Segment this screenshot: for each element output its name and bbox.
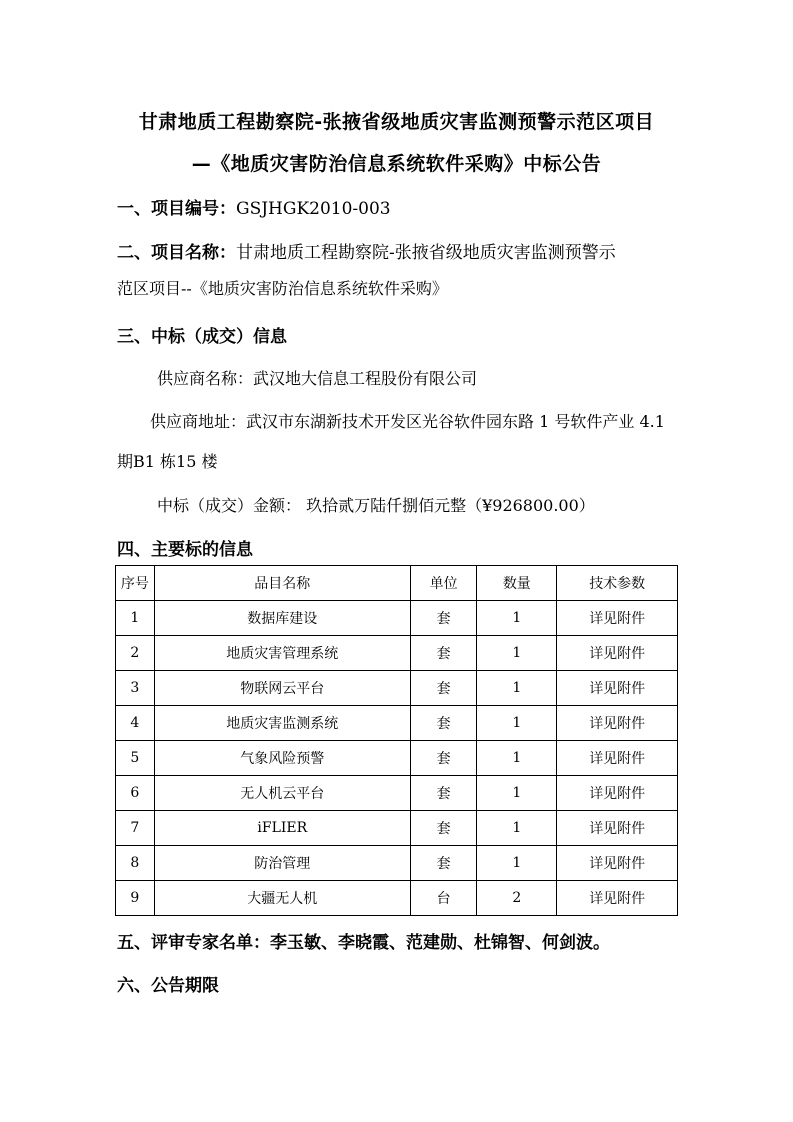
- cell-quantity: 1: [477, 741, 557, 776]
- cell-unit: 套: [410, 671, 476, 706]
- table-row: [116, 671, 678, 706]
- cell-tech-params: 详见附件: [557, 601, 678, 636]
- section-review-experts: 五、评审专家名单：李玉敏、李晓霞、范建勋、杜锦智、何剑波。: [117, 933, 610, 953]
- header-unit: 单位: [410, 566, 476, 601]
- cell-quantity: 2: [477, 881, 557, 916]
- cell-item-name: iFLIER: [154, 811, 410, 846]
- cell-index: 2: [116, 636, 155, 671]
- cell-index: 3: [116, 671, 155, 706]
- cell-index: 6: [116, 776, 155, 811]
- table-header-row: [116, 566, 678, 601]
- cell-item-name: 物联网云平台: [154, 671, 410, 706]
- award-amount: 中标（成交）金额： 玖拾贰万陆仟捌佰元整（¥926800.00）: [157, 496, 595, 515]
- cell-tech-params: 详见附件: [557, 776, 678, 811]
- cell-unit: 套: [410, 811, 476, 846]
- cell-quantity: 1: [477, 706, 557, 741]
- cell-tech-params: 详见附件: [557, 881, 678, 916]
- items-table: [115, 565, 678, 916]
- cell-item-name: 地质灾害监测系统: [154, 706, 410, 741]
- header-item-name: 品目名称: [154, 566, 410, 601]
- cell-item-name: 无人机云平台: [154, 776, 410, 811]
- project-number-label: 一、项目编号：: [117, 199, 236, 219]
- table-row: [116, 881, 678, 916]
- cell-index: 4: [116, 706, 155, 741]
- cell-item-name: 大疆无人机: [154, 881, 410, 916]
- cell-unit: 套: [410, 706, 476, 741]
- project-name-value-2: 范区项目--《地质灾害防治信息系统软件采购》: [117, 279, 448, 298]
- cell-quantity: 1: [477, 601, 557, 636]
- cell-index: 8: [116, 846, 155, 881]
- cell-unit: 套: [410, 846, 476, 881]
- cell-quantity: 1: [477, 636, 557, 671]
- header-index: 序号: [116, 566, 155, 601]
- table-row: [116, 741, 678, 776]
- cell-tech-params: 详见附件: [557, 636, 678, 671]
- table-row: [116, 846, 678, 881]
- table-row: [116, 601, 678, 636]
- supplier-name: 供应商名称：武汉地大信息工程股份有限公司: [157, 369, 478, 388]
- table-row: [116, 706, 678, 741]
- cell-tech-params: 详见附件: [557, 671, 678, 706]
- cell-item-name: 数据库建设: [154, 601, 410, 636]
- cell-tech-params: 详见附件: [557, 846, 678, 881]
- table-row: [116, 811, 678, 846]
- cell-unit: 套: [410, 741, 476, 776]
- title-line-1: 甘肃地质工程勘察院-张掖省级地质灾害监测预警示范区项目: [138, 111, 655, 133]
- cell-index: 5: [116, 741, 155, 776]
- cell-unit: 套: [410, 601, 476, 636]
- cell-tech-params: 详见附件: [557, 811, 678, 846]
- section-main-items: 四、主要标的信息: [117, 540, 253, 560]
- cell-index: 1: [116, 601, 155, 636]
- section-award-info: 三、中标（成交）信息: [117, 327, 287, 347]
- cell-item-name: 地质灾害管理系统: [154, 636, 410, 671]
- section-project-number: [117, 194, 391, 219]
- cell-unit: 套: [410, 636, 476, 671]
- supplier-address-1: 供应商地址：武汉市东湖新技术开发区光谷软件园东路 1 号软件产业 4.1: [150, 412, 665, 431]
- header-quantity: 数量: [477, 566, 557, 601]
- section-notice-period: 六、公告期限: [117, 976, 219, 996]
- project-name-value-1: 甘肃地质工程勘察院-张掖省级地质灾害监测预警示: [236, 243, 616, 263]
- cell-item-name: 防治管理: [154, 846, 410, 881]
- cell-index: 7: [116, 811, 155, 846]
- header-tech-params: 技术参数: [557, 566, 678, 601]
- cell-item-name: 气象风险预警: [154, 741, 410, 776]
- project-number-value: GSJHGK2010-003: [236, 199, 391, 219]
- title-line-2: —《地质灾害防治信息系统软件采购》中标公告: [191, 153, 602, 175]
- cell-unit: 套: [410, 776, 476, 811]
- cell-tech-params: 详见附件: [557, 706, 678, 741]
- cell-tech-params: 详见附件: [557, 741, 678, 776]
- cell-index: 9: [116, 881, 155, 916]
- project-name-label: 二、项目名称：: [117, 243, 236, 263]
- section-project-name: [117, 238, 616, 263]
- cell-quantity: 1: [477, 846, 557, 881]
- table-row: [116, 636, 678, 671]
- supplier-address-2: 期B1 栋15 楼: [117, 452, 218, 471]
- cell-quantity: 1: [477, 811, 557, 846]
- cell-unit: 台: [410, 881, 476, 916]
- cell-quantity: 1: [477, 776, 557, 811]
- cell-quantity: 1: [477, 671, 557, 706]
- table-row: [116, 776, 678, 811]
